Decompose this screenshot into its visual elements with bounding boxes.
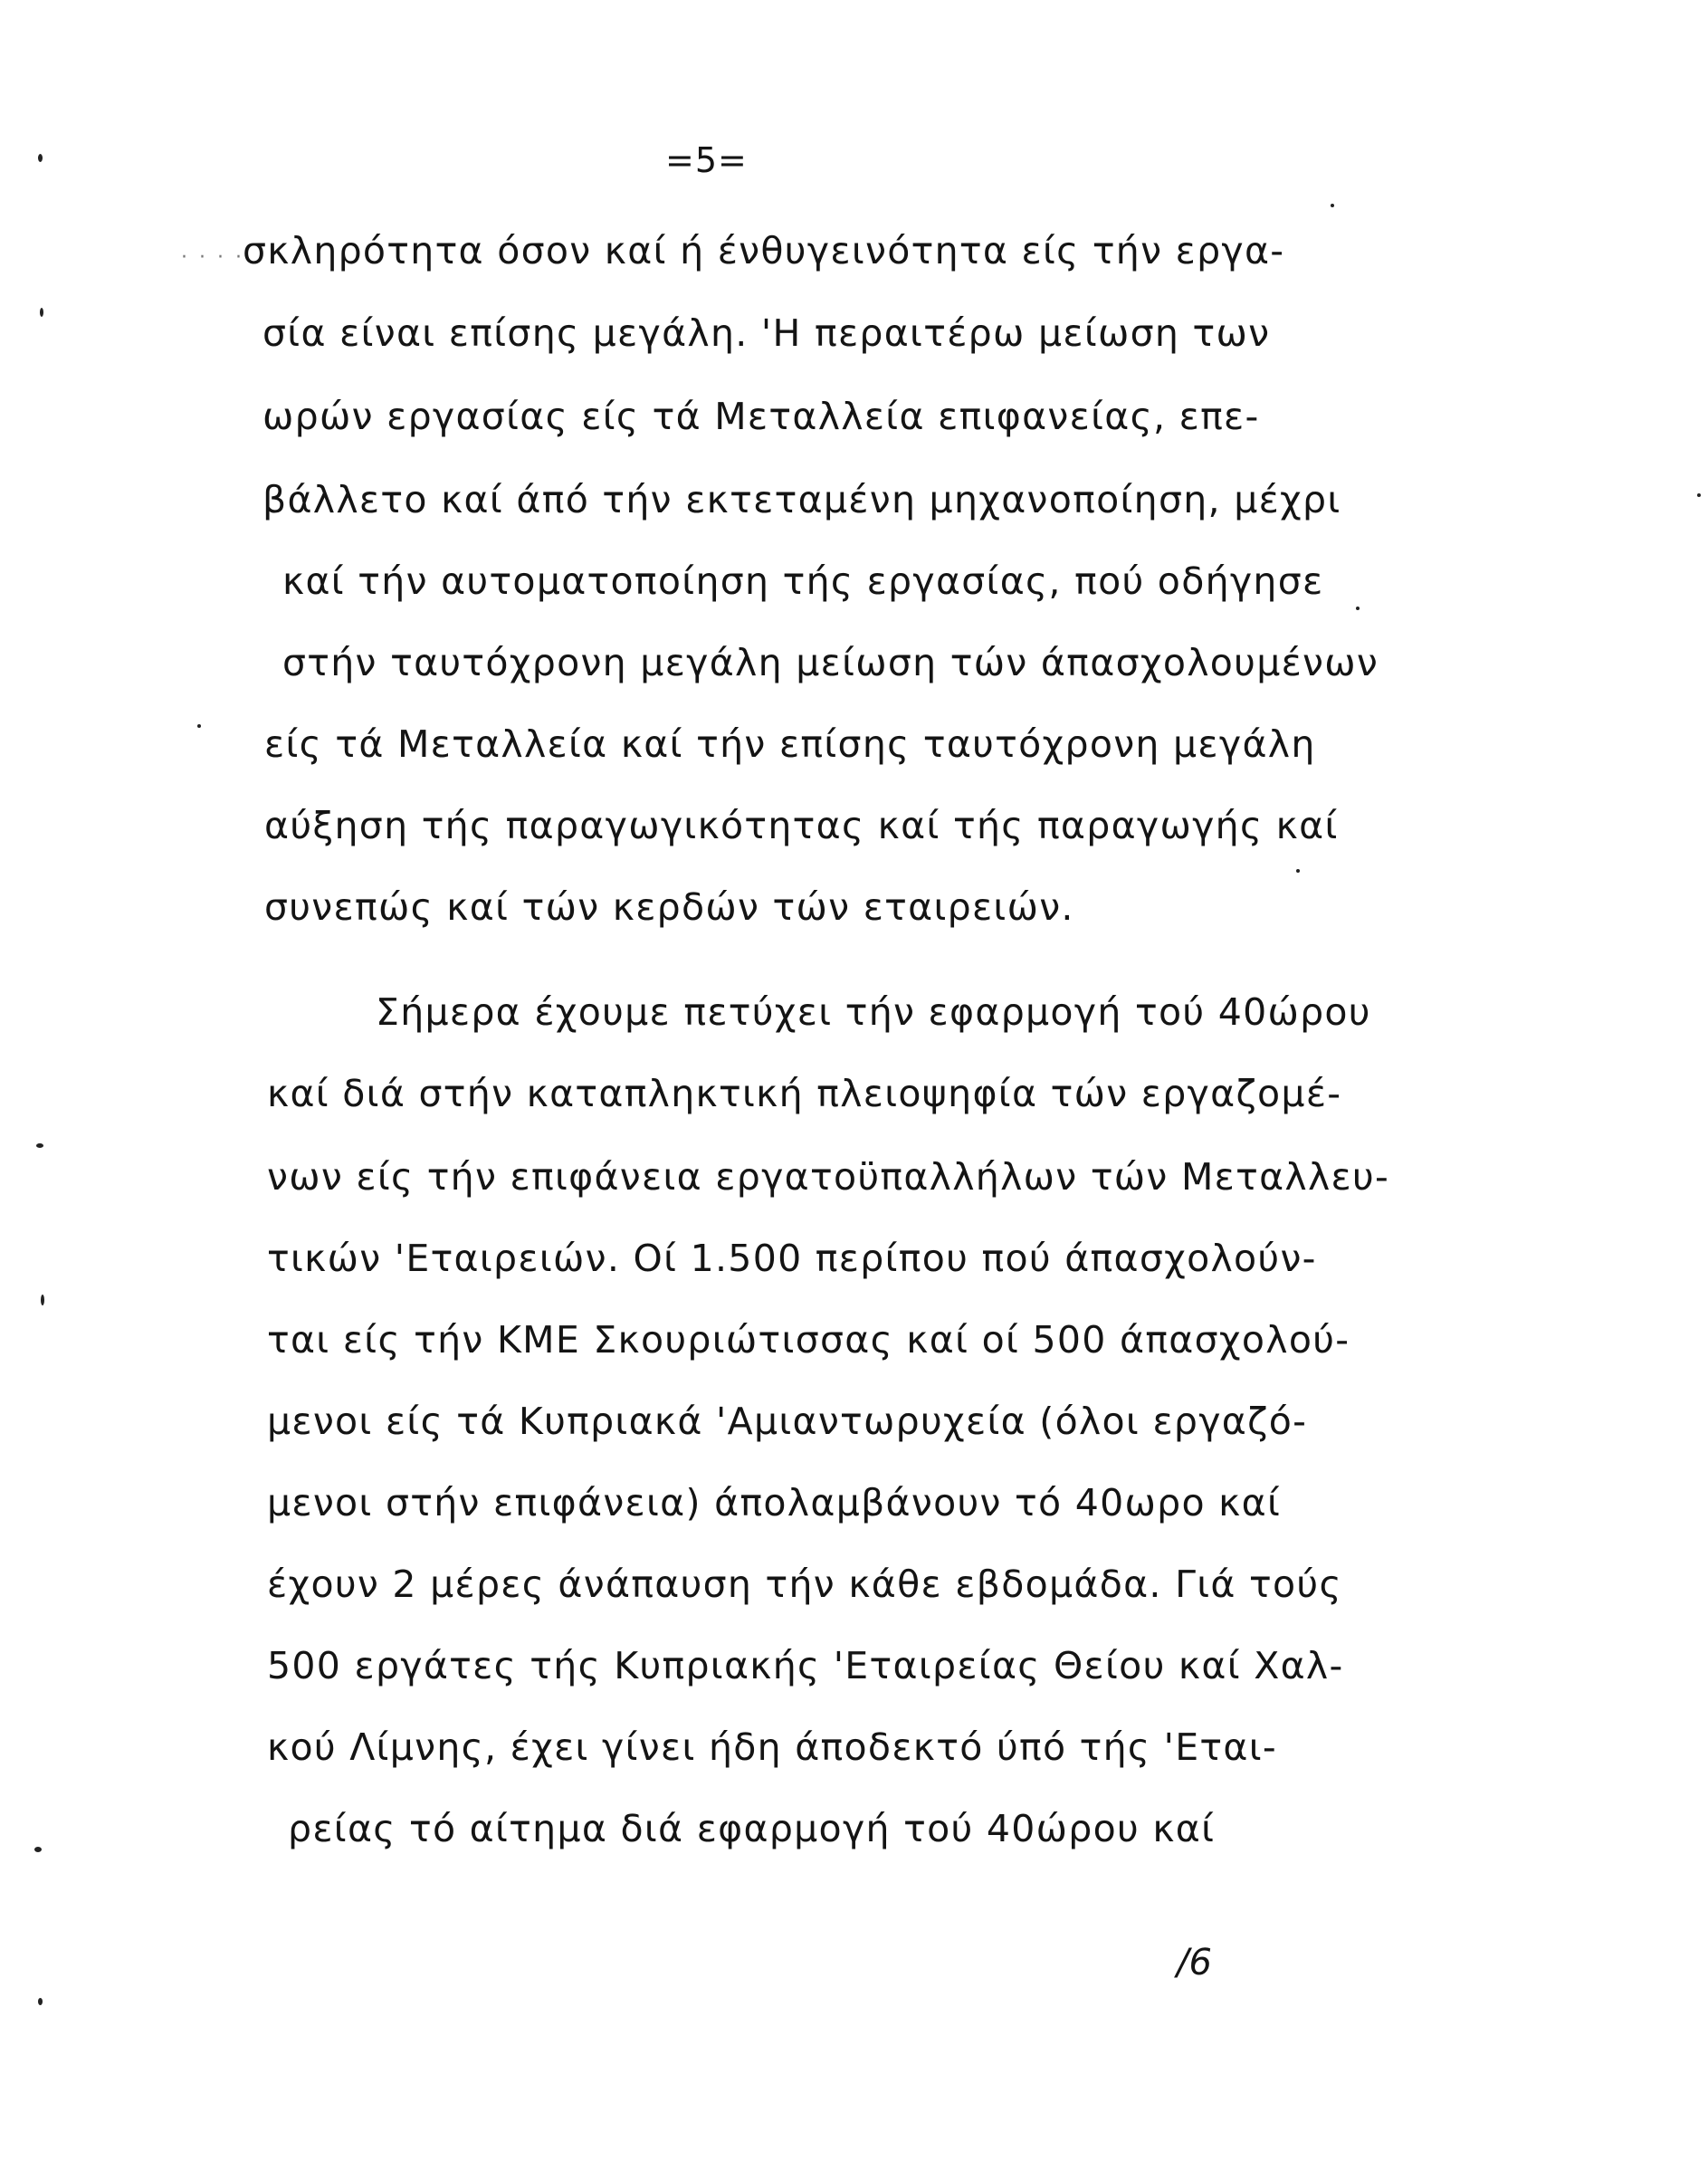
paragraph-2-line-10: κού Λίμνης, έχει γίνει ήδη άποδεκτό ύπό τής 'Εται- — [267, 1725, 1277, 1769]
paragraph-2-line-3: νων είς τήν επιφάνεια εργατοϋπαλλήλων τών Μεταλλευ- — [267, 1155, 1390, 1199]
paragraph-2-line-9: 500 εργάτες τής Κυπριακής 'Εταιρείας Θείου καί Χαλ- — [267, 1644, 1344, 1687]
paragraph-2-line-1: Σήμερα έχουμε πετύχει τήν εφαρμογή τού 40ώρου — [376, 990, 1371, 1034]
paragraph-1-line-3: ωρών εργασίας είς τά Μεταλλεία επιφανείας, επε- — [262, 395, 1260, 438]
scan-speck — [38, 1998, 43, 2005]
paragraph-1-line-9: συνεπώς καί τών κερδών τών εταιρειών. — [264, 885, 1074, 929]
paragraph-2-line-2: καί διά στήν καταπληκτική πλειοψηφία τών εργαζομέ- — [267, 1072, 1342, 1115]
paragraph-2-line-6: μενοι είς τά Κυπριακά 'Αμιαντωρυχεία (όλοι εργαζό- — [267, 1400, 1308, 1443]
scan-speck — [1296, 869, 1300, 873]
scan-speck — [1697, 493, 1701, 497]
scan-speck — [41, 1295, 44, 1305]
paragraph-1-line-5: καί τήν αυτοματοποίηση τής εργασίας, πού οδήγησε — [282, 559, 1324, 603]
scan-speck — [38, 154, 43, 162]
paragraph-2-line-4: τικών 'Εταιρειών. Οί 1.500 περίπου πού άπασχολούν- — [267, 1237, 1317, 1280]
scan-speck — [34, 1847, 42, 1852]
scan-speck — [1356, 607, 1360, 610]
paragraph-1-line-8: αύξηση τής παραγωγικότητας καί τής παραγωγής καί — [264, 804, 1339, 847]
paragraph-2-line-5: ται είς τήν ΚΜΕ Σκουριώτισσας καί οί 500 άπασχολού- — [267, 1318, 1350, 1362]
scan-speck — [1331, 204, 1334, 207]
scan-speck — [197, 724, 201, 728]
scan-speck — [36, 1143, 43, 1148]
paragraph-2-line-11: ρείας τό αίτημα διά εφαρμογή τού 40ώρου καί — [288, 1807, 1216, 1850]
paragraph-1-line-2: σία είναι επίσης μεγάλη. 'Η περαιτέρω μείωση των — [262, 311, 1271, 355]
paragraph-2-line-7: μενοι στήν επιφάνεια) άπολαμβάνουν τό 40ωρο καί — [267, 1481, 1282, 1524]
paragraph-2-line-8: έχουν 2 μέρες άνάπαυση τήν κάθε εβδομάδα. Γιά τούς — [267, 1563, 1342, 1606]
paragraph-1-line-7: είς τά Μεταλλεία καί τήν επίσης ταυτόχρονη μεγάλη — [264, 722, 1316, 766]
scan-speck — [40, 308, 43, 317]
continuation-marker: /6 — [1177, 1942, 1212, 1983]
paragraph-1-line-6: στήν ταυτόχρονη μεγάλη μείωση τών άπασχολουμένων — [282, 641, 1379, 684]
paragraph-1-line-4: βάλλετο καί άπό τήν εκτεταμένη μηχανοποίηση, μέχρι — [262, 478, 1341, 521]
page-number: =5= — [665, 140, 748, 180]
paragraph-1-line-1: σκληρότητα όσον καί ή ένθυγεινότητα είς τήν εργα- — [243, 229, 1285, 272]
leader-dots: · · · · — [181, 246, 244, 269]
